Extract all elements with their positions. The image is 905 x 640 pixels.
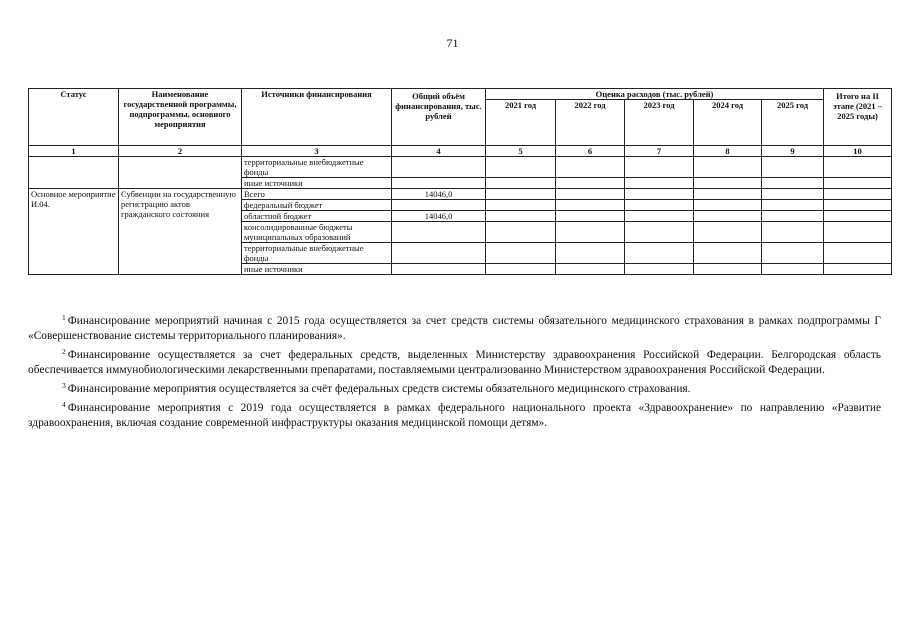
source-cell: территориальные внебюджетные фонды [242,243,392,264]
footnote-text: Финансирование мероприятий начиная с 2015 года осуществляется за счет средств системы обязательного медицинского страхования в рамках подпрограммы Г «Совершенствование системы территориального планирования». [28,315,881,342]
table-row [29,189,892,200]
column-number: 3 [242,146,392,157]
column-number: 8 [694,146,762,157]
header-name: Наименование государственной программы, подпрограммы, основного мероприятия [119,89,242,146]
source-cell: Всего [242,189,392,200]
header-year: 2024 год [694,100,762,146]
page-number: 71 [446,36,459,50]
table-row [29,157,892,178]
source-cell: территориальные внебюджетные фонды [242,157,392,178]
footnote-marker: 1 [62,313,66,322]
header-year: 2022 год [556,100,625,146]
column-number: 4 [392,146,486,157]
header-status: Статус [29,89,119,146]
total-cell [392,222,486,243]
header-total: Общий объём финансирования, тыс. рублей [392,89,486,146]
column-number: 10 [824,146,892,157]
footnote [28,310,881,344]
header-year: 2021 год [486,100,556,146]
column-number: 5 [486,146,556,157]
footnote-text: Финансирование мероприятия осуществляется за счёт федеральных средств системы обязательного медицинского страхования. [67,383,691,395]
footnote-text: Финансирование мероприятия с 2019 года осуществляется в рамках федерального национального проекта «Здравоохранение» по направлению «Развитие здравоохранения, включая создание современной инфраструктуры оказания медицинской помощи детям». [28,402,881,429]
source-cell: консолидированные бюджеты муниципальных образований [242,222,392,243]
footnote [28,344,881,378]
total-cell: 14046,0 [392,211,486,222]
status-cell: Основное мероприятие И.04. [29,189,119,275]
total-cell [392,264,486,275]
column-numbers-row [29,146,892,157]
column-number: 7 [625,146,694,157]
budget-table [28,88,892,275]
header-year: 2023 год [625,100,694,146]
column-number: 6 [556,146,625,157]
footnote [28,397,881,431]
source-cell: областной бюджет [242,211,392,222]
total-cell [392,200,486,211]
footnote-text: Финансирование осуществляется за счет федеральных средств, выделенных Министерству здравоохранения Российской Федерации. Белгородская область обеспечивается иммунобиологическими лекарственными препаратами, поставляемыми централизованно Министерством здравоохранения Российской Федерации. [28,349,881,376]
total-cell [392,178,486,189]
column-number: 2 [119,146,242,157]
header-estimate: Оценка расходов (тыс. рублей) [486,89,824,100]
source-cell: иные источники [242,178,392,189]
name-cell-empty [119,157,242,189]
source-cell: иные источники [242,264,392,275]
header-row [29,89,892,100]
column-number: 9 [762,146,824,157]
footnote [28,378,881,397]
source-cell: федеральный бюджет [242,200,392,211]
total-cell: 14046,0 [392,189,486,200]
footnote-marker: 3 [62,381,66,390]
header-year: 2025 год [762,100,824,146]
footnote-marker: 4 [62,400,66,409]
header-sources: Источники финансирования [242,89,392,146]
footnotes [28,310,881,431]
total-cell [392,157,486,178]
column-number: 1 [29,146,119,157]
status-cell-empty [29,157,119,189]
total-cell [392,243,486,264]
footnote-marker: 2 [62,347,66,356]
name-cell: Субвенции на государственную регистрацию актов гражданского состояния [119,189,242,275]
header-result: Итого на II этапе (2021 – 2025 годы) [824,89,892,146]
